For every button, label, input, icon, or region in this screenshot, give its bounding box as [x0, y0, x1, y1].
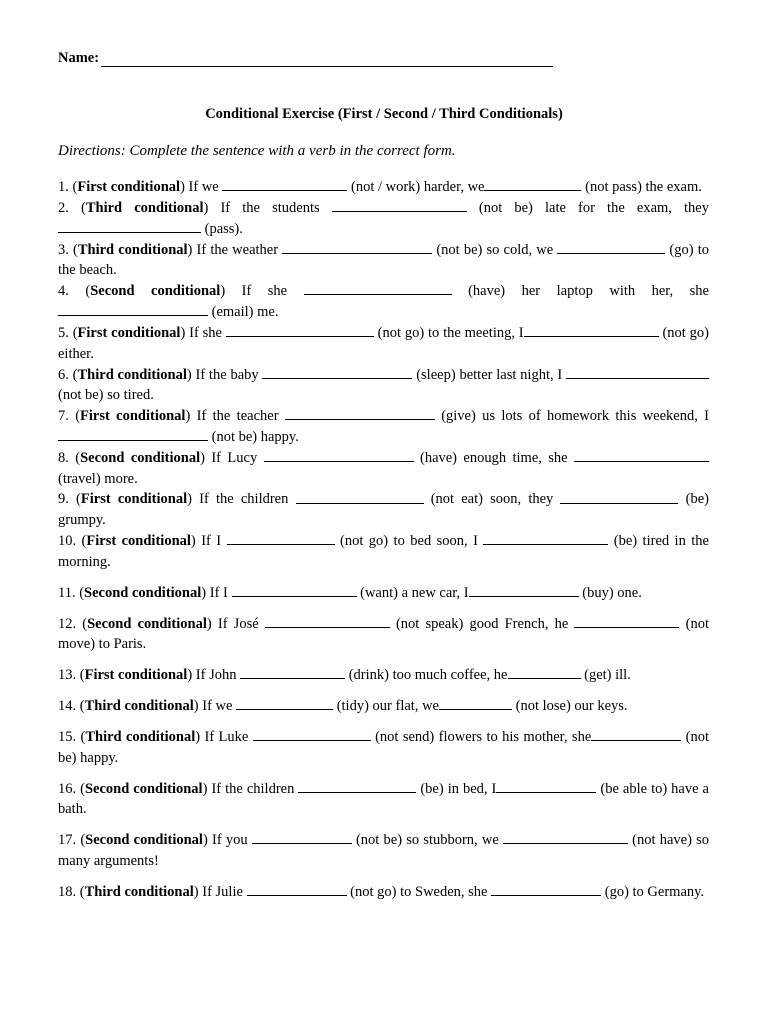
answer-blank[interactable] [560, 489, 678, 503]
name-label: Name: [58, 50, 100, 66]
sentence-text: If Luke [200, 728, 253, 745]
item-number: 13. ( [58, 667, 85, 684]
item-number: 18. ( [58, 883, 85, 900]
sentence-text: If the teacher [190, 408, 285, 425]
sentence-text: (be) grumpy. [58, 491, 709, 529]
sentence-text: (not be) so cold, we [432, 241, 558, 258]
answer-blank[interactable] [496, 779, 596, 793]
item-number: 3. ( [58, 241, 78, 258]
item-number: 4. ( [58, 283, 91, 300]
sentence-text: If José [211, 615, 265, 632]
answer-blank[interactable] [304, 281, 452, 295]
sentence-text: (go) to the beach. [58, 241, 709, 279]
answer-blank[interactable] [574, 614, 679, 628]
sentence-text: (be able to) have a bath. [58, 780, 709, 818]
answer-blank[interactable] [503, 830, 628, 844]
answer-blank[interactable] [58, 302, 208, 316]
answer-blank[interactable] [491, 882, 601, 896]
exercise-item: 10. (First conditional) If I (not go) to bed soon, I (be) tired in the morning. [58, 531, 709, 573]
sentence-text: (not speak) good French, he [389, 615, 575, 632]
exercise-item: 12. (Second conditional) If José (not speak) good French, he (not move) to Paris. [58, 614, 709, 656]
exercise-item: 15. (Third conditional) If Luke (not send) flowers to his mother, she (not be) happy. [58, 727, 709, 769]
conditional-type: Second conditional [84, 780, 203, 797]
sentence-text: (not lose) our keys. [511, 698, 628, 715]
sentence-text: If we [198, 698, 237, 715]
sentence-text: If you [207, 832, 252, 849]
conditional-type: Third conditional [85, 199, 204, 216]
answer-blank[interactable] [236, 696, 333, 710]
answer-blank[interactable] [227, 531, 335, 545]
sentence-text: (not go) to the meeting, I [373, 324, 524, 341]
sentence-text: If Lucy [204, 449, 264, 466]
answer-blank[interactable] [469, 583, 579, 597]
item-number: 6. ( [58, 366, 78, 383]
item-number: 5. ( [58, 324, 78, 341]
answer-blank[interactable] [566, 365, 709, 379]
conditional-type: First conditional [80, 491, 188, 508]
sentence-text: (go) to Germany. [601, 883, 705, 900]
exercise-item: 11. (Second conditional) If I (want) a new car, I (buy) one. [58, 583, 709, 604]
answer-blank[interactable] [264, 448, 414, 462]
sentence-text: If John [192, 667, 241, 684]
answer-blank[interactable] [298, 779, 416, 793]
item-number: 15. ( [58, 728, 86, 745]
sentence-text: (want) a new car, I [356, 584, 469, 601]
name-row [58, 50, 553, 67]
item-number: 9. ( [58, 491, 81, 508]
answer-blank[interactable] [232, 583, 357, 597]
conditional-type: Second conditional [80, 449, 201, 466]
answer-blank[interactable] [484, 177, 581, 191]
item-number: 1. ( [58, 179, 78, 196]
answer-blank[interactable] [508, 665, 581, 679]
sentence-text: (not be) so tired. [58, 387, 154, 404]
answer-blank[interactable] [240, 665, 345, 679]
exercise-item: 4. (Second conditional) If she (have) her laptop with her, she (email) me. [58, 281, 709, 323]
exercise-item: 5. (First conditional) If she (not go) to the meeting, I (not go) either. [58, 323, 709, 365]
sentence-text: If the weather [192, 241, 283, 258]
item-number: 16. ( [58, 780, 85, 797]
item-number: 12. ( [58, 615, 88, 632]
answer-blank[interactable] [574, 448, 709, 462]
conditional-type: Third conditional [77, 366, 187, 383]
answer-blank[interactable] [247, 882, 347, 896]
exercise-item: 9. (First conditional) If the children (not eat) soon, they (be) grumpy. [58, 489, 709, 531]
item-number: 8. ( [58, 449, 81, 466]
exercise-item: 3. (Third conditional) If the weather (not be) so cold, we (go) to the beach. [58, 240, 709, 282]
answer-blank[interactable] [262, 365, 412, 379]
sentence-text: If Julie [198, 883, 247, 900]
sentence-text: (not be) happy. [58, 728, 710, 766]
answer-blank[interactable] [483, 531, 608, 545]
exercise-item: 13. (First conditional) If John (drink) too much coffee, he (get) ill. [58, 665, 709, 686]
conditional-type: First conditional [84, 667, 188, 684]
exercise-item: 7. (First conditional) If the teacher (give) us lots of homework this weekend, I (not be) happy. [58, 406, 709, 448]
item-number: 14. ( [58, 698, 85, 715]
sentence-text: (give) us lots of homework this weekend, I [434, 408, 709, 425]
sentence-text: If the children [207, 780, 299, 797]
sentence-text: (not be) happy. [208, 429, 299, 446]
exercise-item: 16. (Second conditional) If the children (be) in bed, I (be able to) have a bath. [58, 779, 709, 821]
conditional-type: First conditional [86, 533, 191, 550]
sentence-text: If she [225, 283, 304, 300]
conditional-type: Second conditional [90, 283, 221, 300]
exercise-item: 14. (Third conditional) If we (tidy) our flat, we (not lose) our keys. [58, 696, 709, 717]
sentence-text: (not have) so many arguments! [58, 832, 709, 870]
sentence-text: (not be) so stubborn, we [351, 832, 503, 849]
exercise-item: 8. (Second conditional) If Lucy (have) enough time, she (travel) more. [58, 448, 709, 490]
sentence-text: If we [184, 179, 223, 196]
answer-blank[interactable] [439, 696, 512, 710]
exercise-item: 2. (Third conditional) If the students (not be) late for the exam, they (pass). [58, 198, 709, 240]
item-number: 7. ( [58, 408, 81, 425]
sentence-text: (not send) flowers to his mother, she [370, 728, 592, 745]
answer-blank[interactable] [591, 727, 681, 741]
conditional-type: Third conditional [77, 241, 188, 258]
sentence-text: If the baby [191, 366, 263, 383]
sentence-text: (have) her laptop with her, she [451, 283, 709, 300]
exercise-list [58, 177, 709, 903]
answer-blank[interactable] [557, 240, 665, 254]
conditional-type: Third conditional [85, 728, 196, 745]
exercise-item: 18. (Third conditional) If Julie (not go) to Sweden, she (go) to Germany. [58, 882, 709, 903]
conditional-type: First conditional [77, 324, 181, 341]
sentence-text: (not go) to Sweden, she [346, 883, 492, 900]
answer-blank[interactable] [58, 219, 201, 233]
sentence-text: (not / work) harder, we [347, 179, 485, 196]
conditional-type: Second conditional [87, 615, 207, 632]
conditional-type: Second conditional [84, 584, 202, 601]
sentence-text: (buy) one. [578, 584, 642, 601]
sentence-text: (not eat) soon, they [423, 491, 561, 508]
sentence-text: (have) enough time, she [413, 449, 574, 466]
sentence-text: (not be) late for the exam, they [466, 199, 709, 216]
answer-blank[interactable] [58, 427, 208, 441]
name-input-line[interactable] [101, 51, 553, 67]
sentence-text: (drink) too much coffee, he [345, 667, 508, 684]
conditional-type: Third conditional [84, 883, 194, 900]
sentence-text: (not move) to Paris. [58, 615, 709, 653]
conditional-type: First conditional [80, 408, 186, 425]
sentence-text: (tidy) our flat, we [333, 698, 439, 715]
sentence-text: (not go) either. [58, 324, 709, 362]
sentence-text: (be) tired in the morning. [58, 533, 709, 570]
item-number: 2. ( [58, 199, 86, 216]
conditional-type: Third conditional [84, 698, 194, 715]
answer-blank[interactable] [226, 323, 374, 337]
answer-blank[interactable] [253, 727, 371, 741]
sentence-text: (not go) to bed soon, I [334, 533, 484, 550]
sentence-text: If the children [191, 491, 296, 508]
sentence-text: (travel) more. [58, 470, 138, 487]
item-number: 17. ( [58, 832, 86, 849]
sentence-text: (email) me. [208, 304, 279, 321]
answer-blank[interactable] [524, 323, 659, 337]
answer-blank[interactable] [252, 830, 352, 844]
answer-blank[interactable] [332, 198, 467, 212]
sentence-text: If I [206, 584, 232, 601]
sentence-text: (pass). [201, 220, 243, 237]
sentence-text: (not pass) the exam. [581, 179, 702, 196]
item-number: 10. ( [58, 533, 87, 550]
sentence-text: (be) in bed, I [416, 780, 497, 797]
directions-text: Directions: Complete the sentence with a verb in the correct form. [58, 143, 456, 159]
sentence-text: If the students [208, 199, 332, 216]
sentence-text: (sleep) better last night, I [412, 366, 567, 383]
answer-blank[interactable] [265, 614, 390, 628]
sentence-text: If I [195, 533, 227, 550]
conditional-type: First conditional [77, 179, 181, 196]
answer-blank[interactable] [282, 240, 432, 254]
page-title: Conditional Exercise (First / Second / Third Conditionals) [205, 106, 563, 122]
exercise-item: 1. (First conditional) If we (not / work) harder, we (not pass) the exam. [58, 177, 709, 198]
conditional-type: Second conditional [85, 832, 203, 849]
sentence-text: (get) ill. [580, 667, 631, 684]
answer-blank[interactable] [285, 406, 435, 420]
item-number: 11. ( [58, 584, 85, 601]
answer-blank[interactable] [296, 489, 424, 503]
answer-blank[interactable] [222, 177, 347, 191]
exercise-item: 17. (Second conditional) If you (not be) so stubborn, we (not have) so many arguments! [58, 830, 709, 872]
sentence-text: If she [185, 324, 226, 341]
exercise-item: 6. (Third conditional) If the baby (sleep) better last night, I (not be) so tired. [58, 365, 709, 407]
